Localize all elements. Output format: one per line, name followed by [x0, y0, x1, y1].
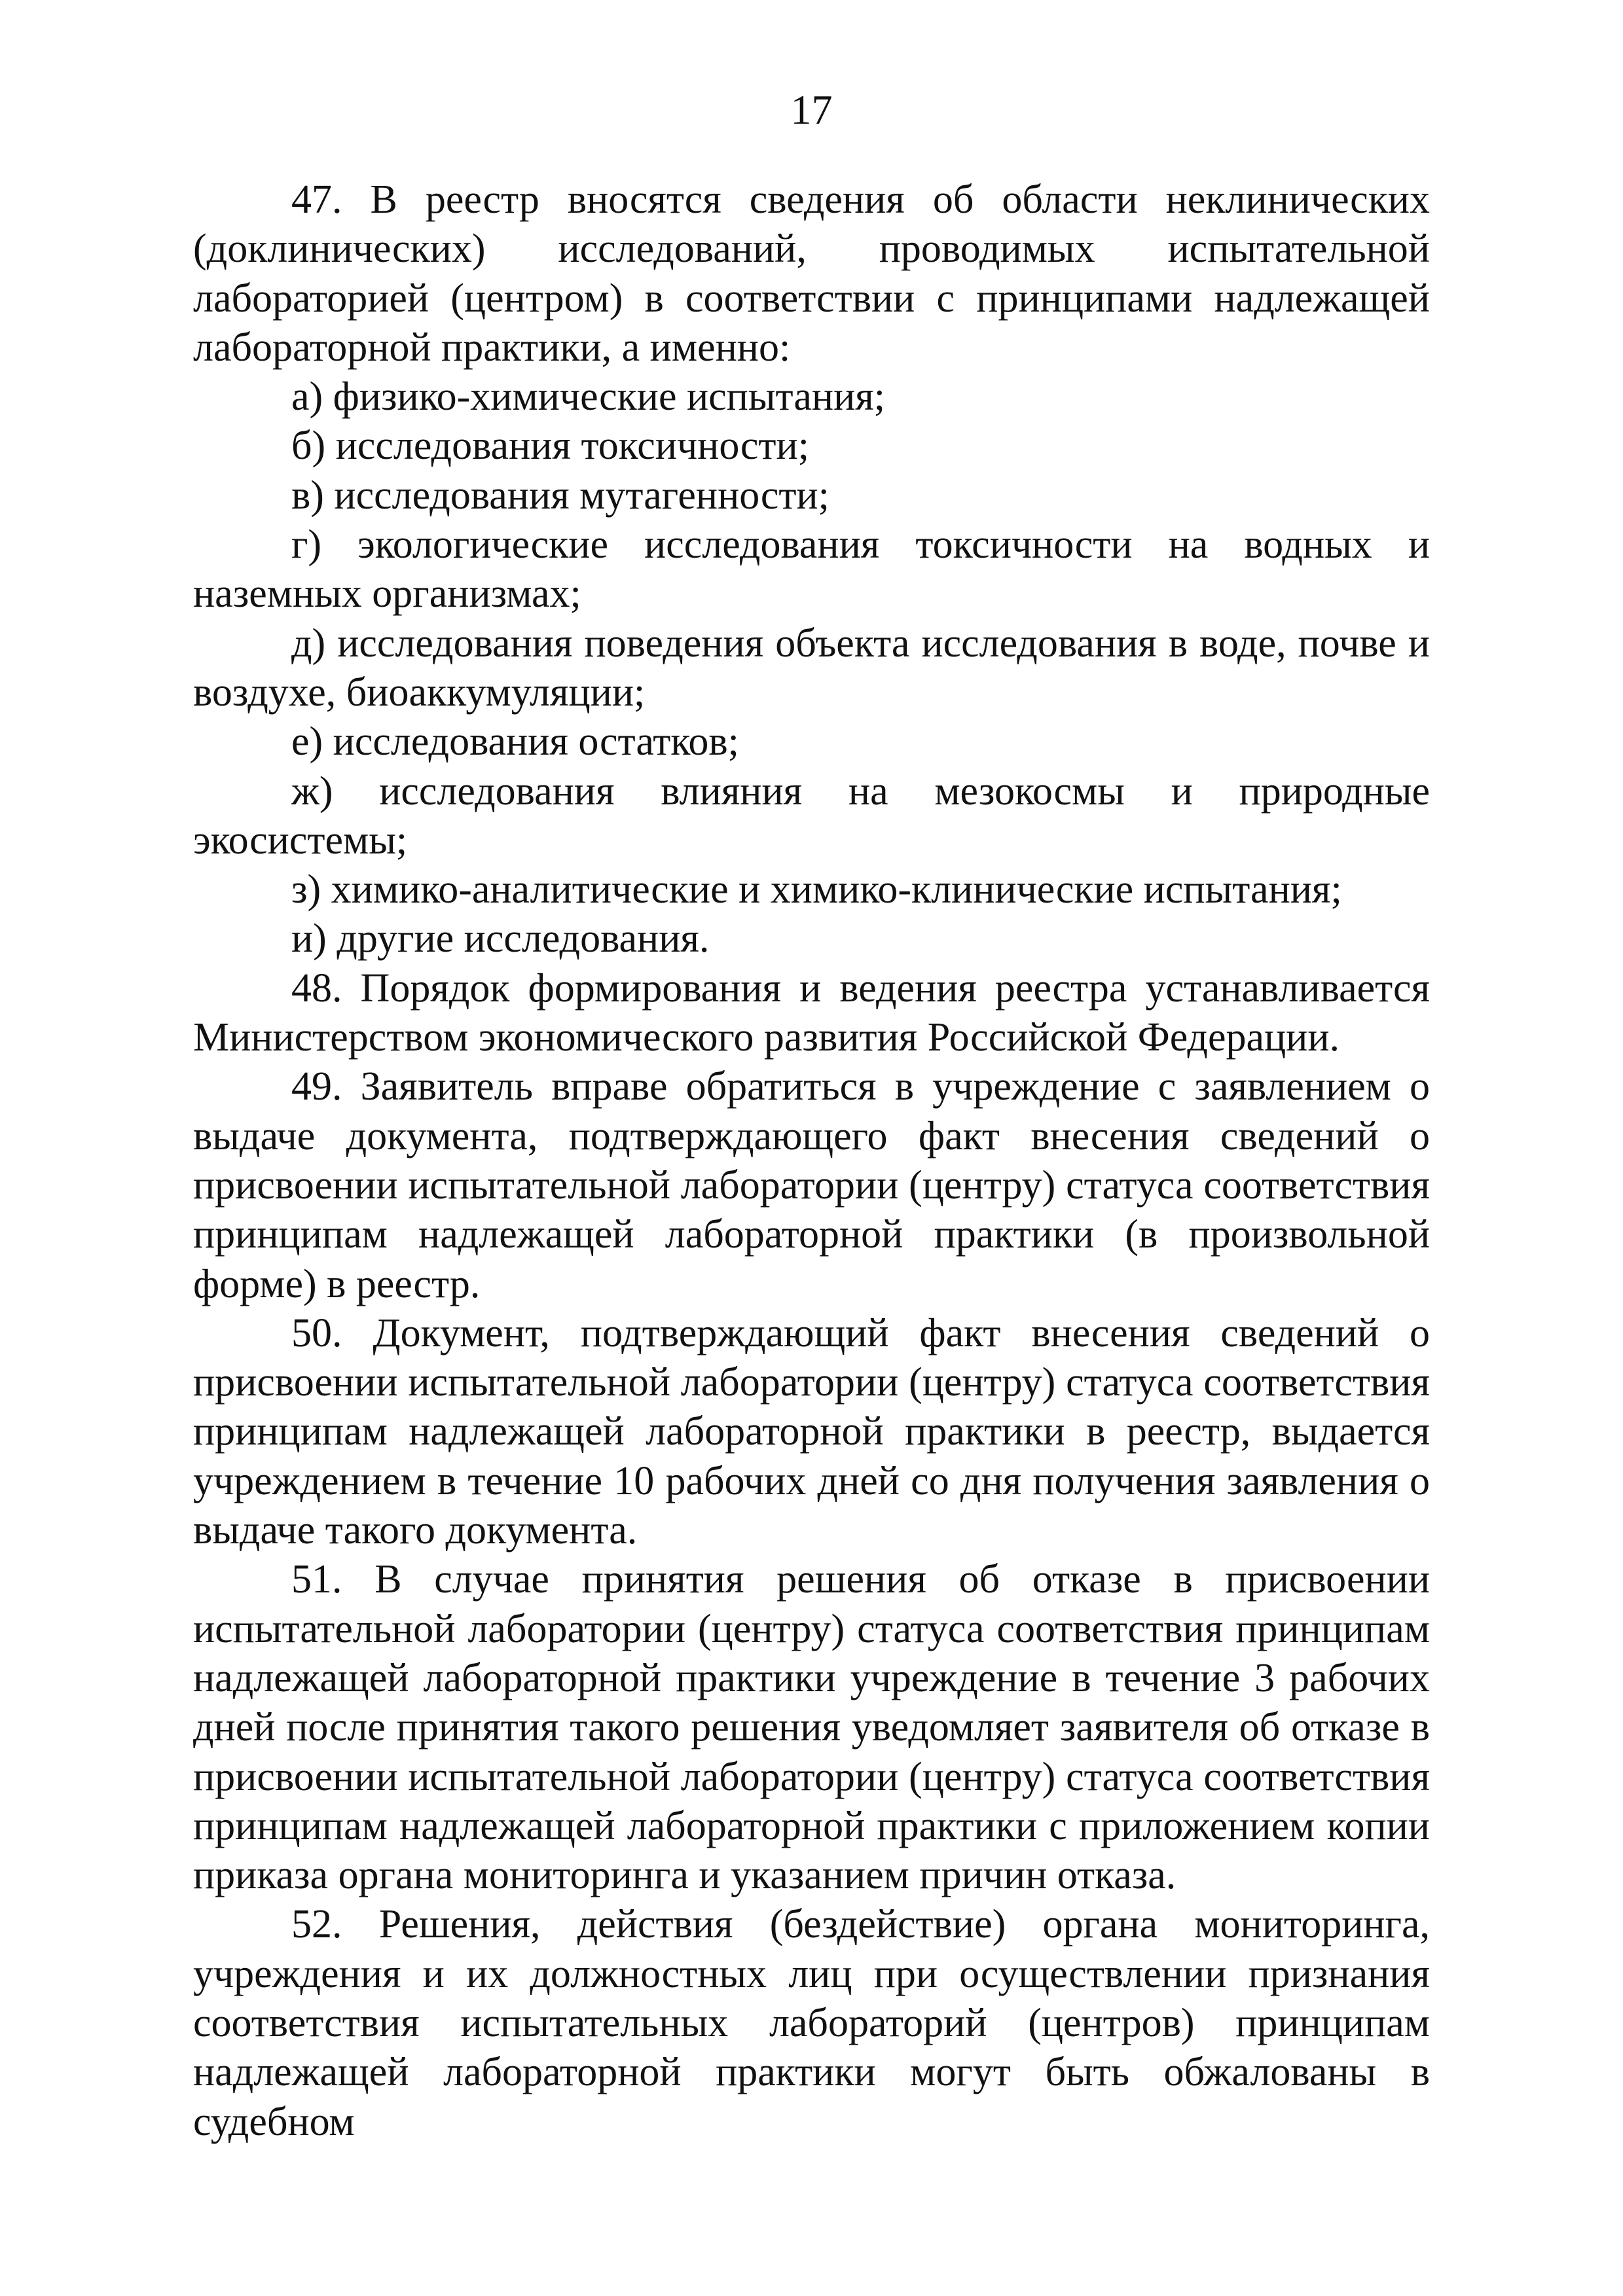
list-item-g: г) экологические исследования токсичности на водных и наземных организмах; [193, 522, 1430, 617]
document-body [193, 175, 1430, 2147]
paragraph-52: 52. Решения, действия (бездействие) органа мониторинга, учреждения и их должностных лиц при осуществлении признания соответствия испытательных лабораторий (центров) принципам надлежащей лабораторной практики могут быть обжалованы в судебном [193, 1902, 1430, 2144]
list-item-e: е) исследования остатков; [291, 719, 739, 764]
list-item-a: а) физико-химические испытания; [291, 374, 885, 420]
list-item-d: д) исследования поведения объекта исследования в воде, почве и воздухе, биоаккумуляции; [193, 620, 1430, 715]
list-item-v: в) исследования мутагенности; [291, 473, 830, 518]
paragraph-51: 51. В случае принятия решения об отказе в присвоении испытательной лаборатории (центру) статуса соответствия принципам надлежащей лабораторной практики учреждение в течение 3 рабочих дней после принятия такого решения уведомляет заявителя об отказе в присвоении испытательной лаборатории (центру) статуса соответствия принципам надлежащей лабораторной практики с приложением копии приказа органа мониторинга и указанием причин отказа. [193, 1557, 1430, 1898]
list-item-b: б) исследования токсичности; [291, 423, 809, 469]
list-item-i: и) другие исследования. [291, 916, 710, 961]
list-item-z: з) химико-аналитические и химико-клинические испытания; [291, 867, 1342, 912]
paragraph-48: 48. Порядок формирования и ведения реестра устанавливается Министерством экономического развития Российской Федерации. [193, 965, 1430, 1060]
list-item-zh: ж) исследования влияния на мезокосмы и природные экосистемы; [193, 768, 1430, 863]
paragraph-49: 49. Заявитель вправе обратиться в учреждение с заявлением о выдаче документа, подтверждающего факт внесения сведений о присвоении испытательной лаборатории (центру) статуса соответствия принципам надлежащей лабораторной практики (в произвольной форме) в реестр. [193, 1064, 1430, 1306]
paragraph-50: 50. Документ, подтверждающий факт внесения сведений о присвоении испытательной лаборатории (центру) статуса соответствия принципам надлежащей лабораторной практики в реестр, выдается учреждением в течение 10 рабочих дней со дня получения заявления о выдаче такого документа. [193, 1310, 1430, 1553]
page-number: 17 [790, 86, 833, 133]
paragraph-47: 47. В реестр вносятся сведения об области неклинических (доклинических) исследований, проводимых испытательной лабораторией (центром) в соответствии с принципами надлежащей лабораторной практики, а именно: [193, 177, 1430, 370]
